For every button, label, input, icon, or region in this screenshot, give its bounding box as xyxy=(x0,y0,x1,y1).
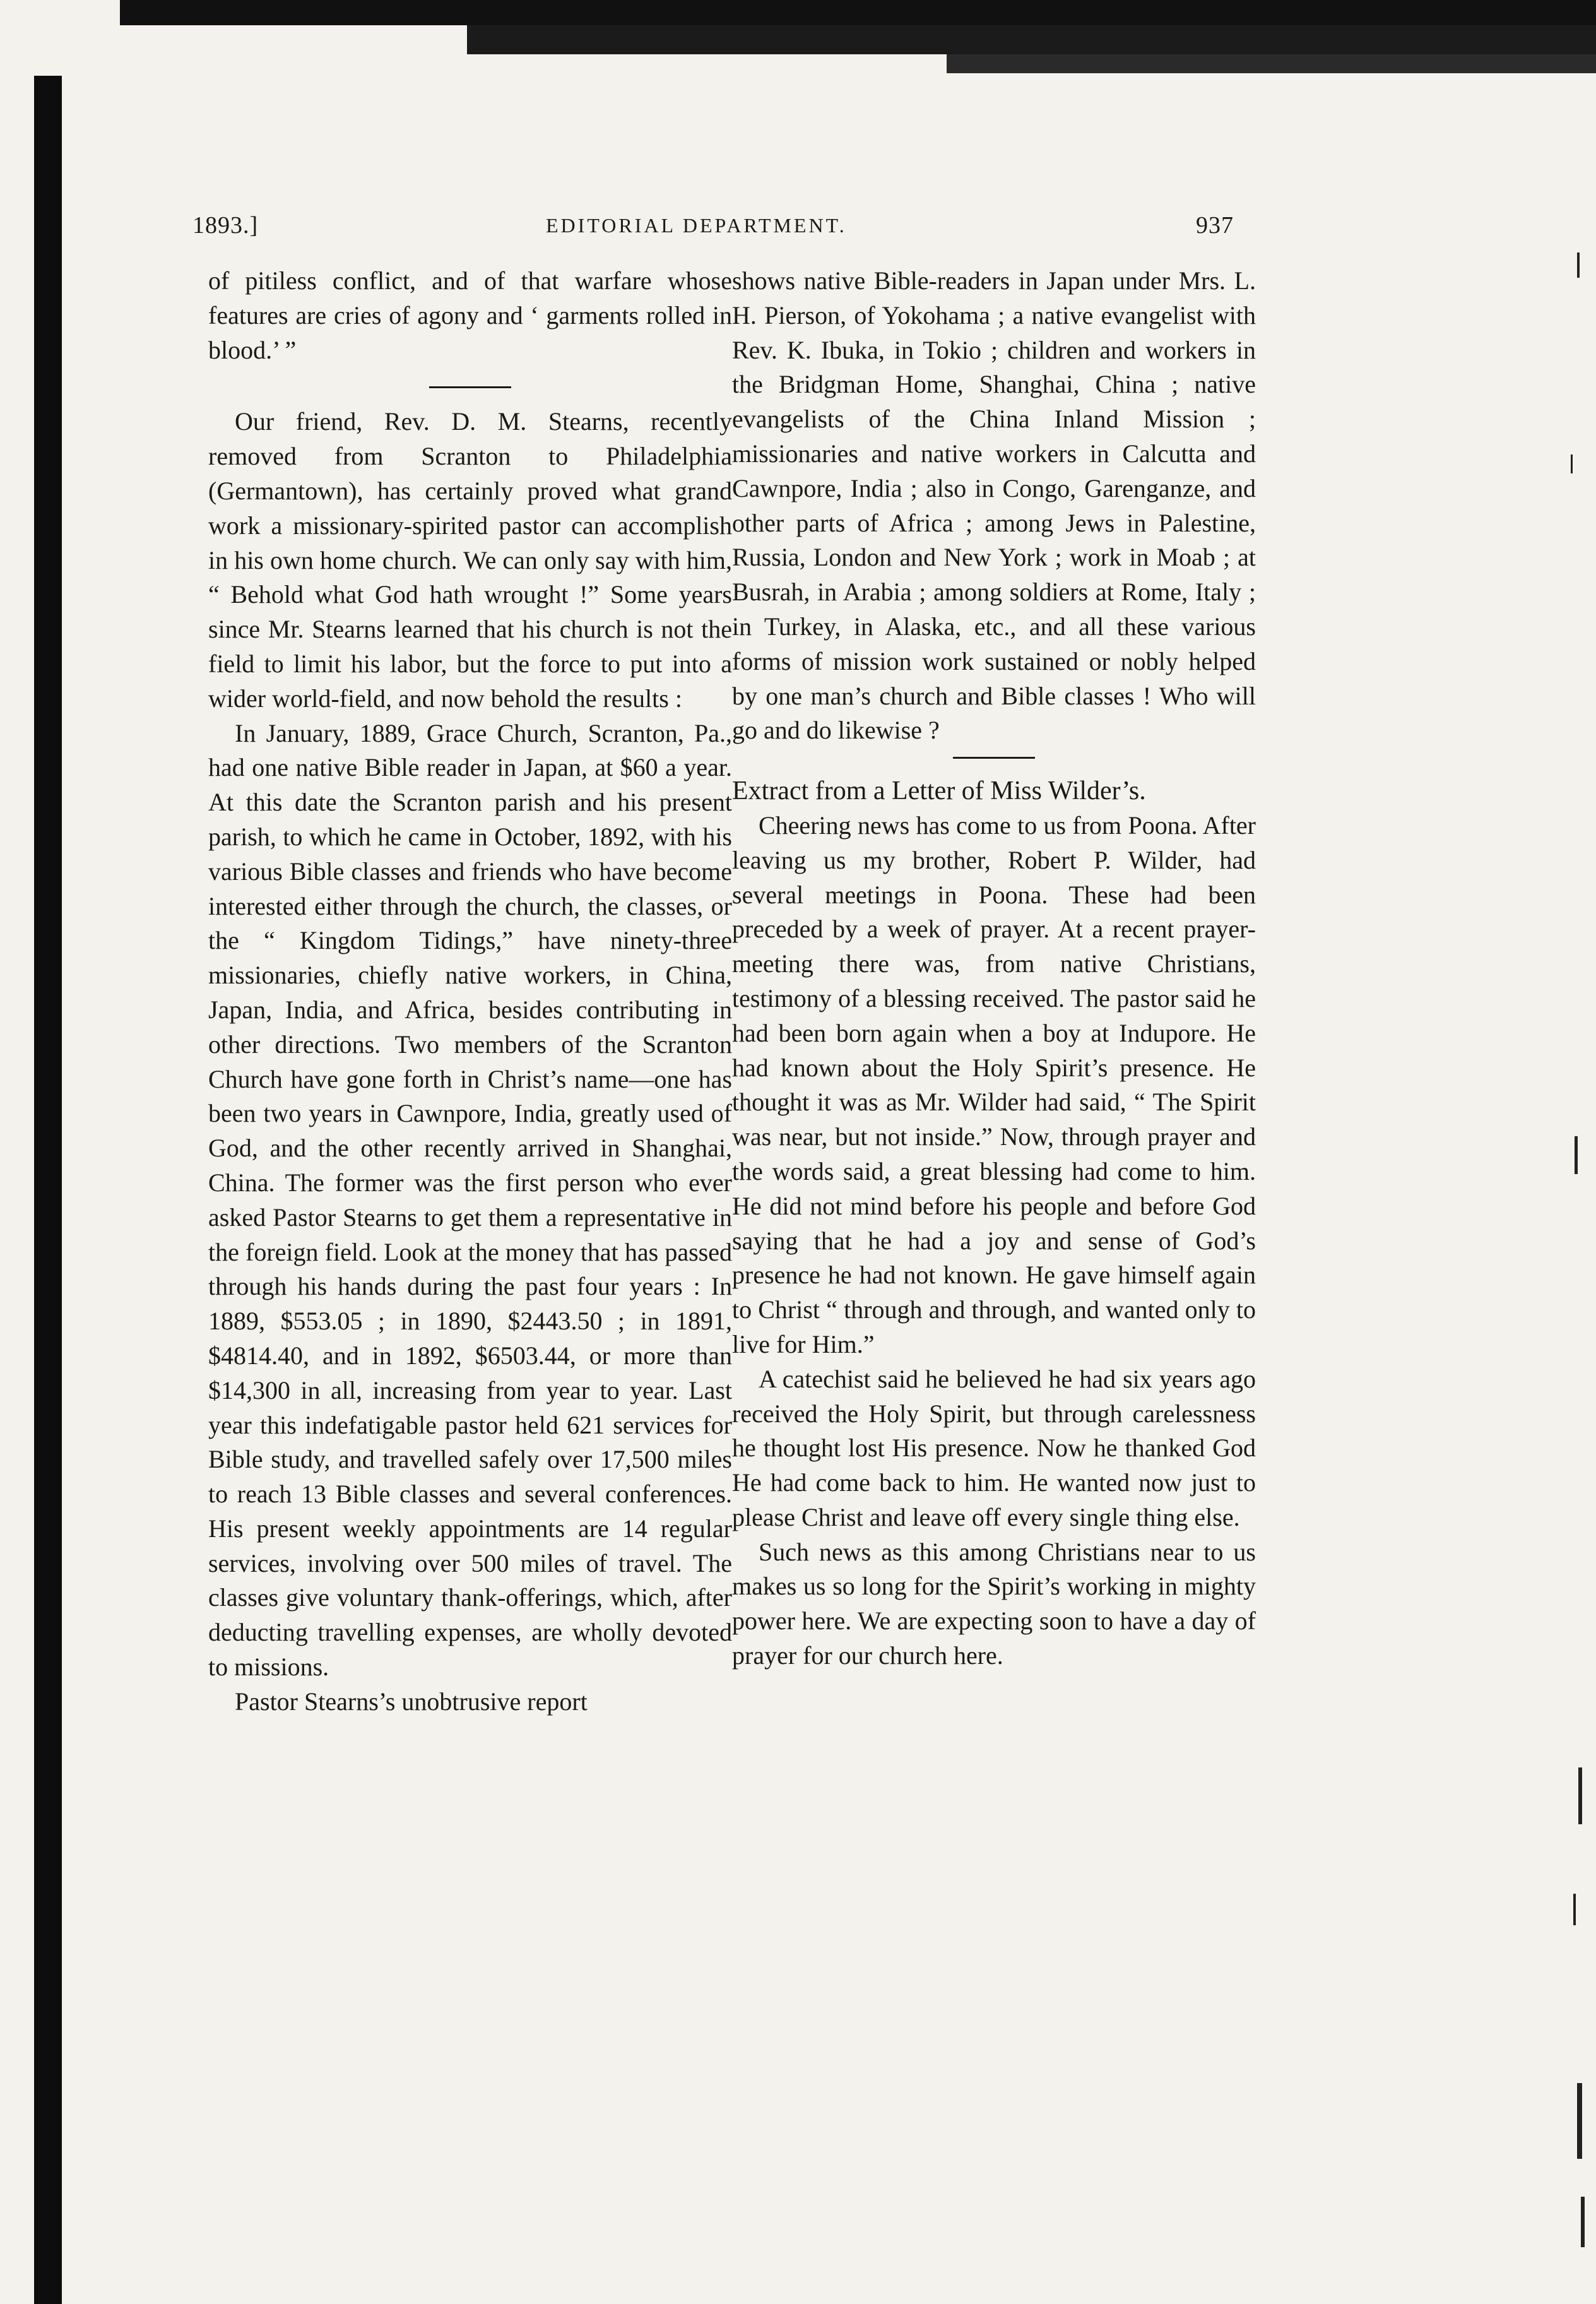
column-left xyxy=(208,264,732,1719)
paragraph: shows native Bible-readers in Japan under Mrs. L. H. Pierson, of Yokohama ; a native evangelist with Rev. K. Ibuka, in Tokio ; children and workers in the Bridgman Home, Shanghai, China ; native evangelists of the China Inland Mission ; missionaries and native workers in Calcutta and Cawnpore, India ; also in Congo, Garenganze, and other parts of Africa ; among Jews in Palestine, Russia, London and New York ; work in Moab ; at Busrah, in Arabia ; among soldiers at Rome, Italy ; in Turkey, in Alaska, etc., and all these various forms of mission work sustained or nobly helped by one man’s church and Bible classes ! Who will go and do likewise ? xyxy=(732,266,1256,745)
paragraph: A catechist said he believed he had six years ago received the Holy Spirit, but through carelessness he thought lost His presence. Now he thanked God He had come back to him. He wanted now just to please Christ and leave off every single thing else. xyxy=(732,1364,1256,1531)
scan-edge-top-right xyxy=(947,54,1596,73)
header-year: 1893.] xyxy=(192,212,259,239)
scan-edge-top xyxy=(120,0,1596,25)
column-right xyxy=(732,264,1256,1673)
scan-edge-left xyxy=(34,76,62,2304)
paragraph: Such news as this among Christians near to us makes us so long for the Spirit’s working in mighty power here. We are expecting soon to have a day of prayer for our church here. xyxy=(732,1537,1256,1670)
paragraph: Pastor Stearns’s unobtrusive report xyxy=(235,1687,588,1716)
scan-edge-top-inner xyxy=(467,25,1596,54)
paragraph: In January, 1889, Grace Church, Scranton, Pa., had one native Bible reader in Japan, at $60 a year. At this date the Scranton parish and his present parish, to which he came in October, 1892, with his various Bible classes and friends who have become interested either through the church, the classes, or the “ Kingdom Tidings,” have ninety-three missionaries, chiefly native workers, in China, Japan, India, and Africa, besides contributing in other directions. Two members of the Scranton Church have gone forth in Christ’s name—one has been two years in Cawnpore, India, greatly used of God, and the other recently arrived in Shanghai, China. The former was the first person who ever asked Pastor Stearns to get them a representative in the foreign field. Look at the money that has passed through his hands during the past four years : In 1889, $553.05 ; in 1890, $2443.50 ; in 1891, $4814.40, and in 1892, $6503.44, or more than $14,300 in all, increasing from year to year. Last year this indefatigable pastor held 621 services for Bible study, and travelled safely over 17,500 miles to reach 13 Bible classes and several conferences. His present weekly appointments are 14 regular services, involving over 500 miles of travel. The classes give voluntary thank-offerings, which, after deducting travelling expenses, are wholly devoted to missions. xyxy=(208,718,732,1682)
section-rule xyxy=(429,386,511,388)
header-section-title: EDITORIAL DEPARTMENT. xyxy=(546,214,847,237)
article-heading: Extract from a Letter of Miss Wilder’s. xyxy=(732,776,1146,806)
running-head xyxy=(192,211,1234,249)
paragraph: of pitiless conflict, and of that warfare whose features are cries of agony and ‘ garments rolled in blood.’ ” xyxy=(208,266,732,364)
paragraph: Our friend, Rev. D. M. Stearns, recently removed from Scranton to Philadelphia (Germantown), has certainly proved what grand work a missionary-spirited pastor can accomplish in his own home church. We can only say with him, “ Behold what God hath wrought !” Some years since Mr. Stearns learned that his church is not the field to limit his labor, but the force to put into a wider world-field, and now behold the results : xyxy=(208,407,732,713)
scan-edge-right xyxy=(1558,189,1596,2272)
section-rule xyxy=(953,757,1035,759)
header-page-number: 937 xyxy=(1196,212,1234,239)
paragraph: Cheering news has come to us from Poona. After leaving us my brother, Robert P. Wilder, had several meetings in Poona. These had been preceded by a week of prayer. At a recent prayer-meeting there was, from native Christians, testimony of a blessing received. The pastor said he had been born again when a boy at Indupore. He had known about the Holy Spirit’s presence. He thought it was as Mr. Wilder had said, “ The Spirit was near, but not inside.” Now, through prayer and the words said, a great blessing had come to him. He did not mind before his people and before God saying that he had a joy and sense of God’s presence he had not known. He gave himself again to Christ “ through and through, and wanted only to live for Him.” xyxy=(732,811,1256,1358)
